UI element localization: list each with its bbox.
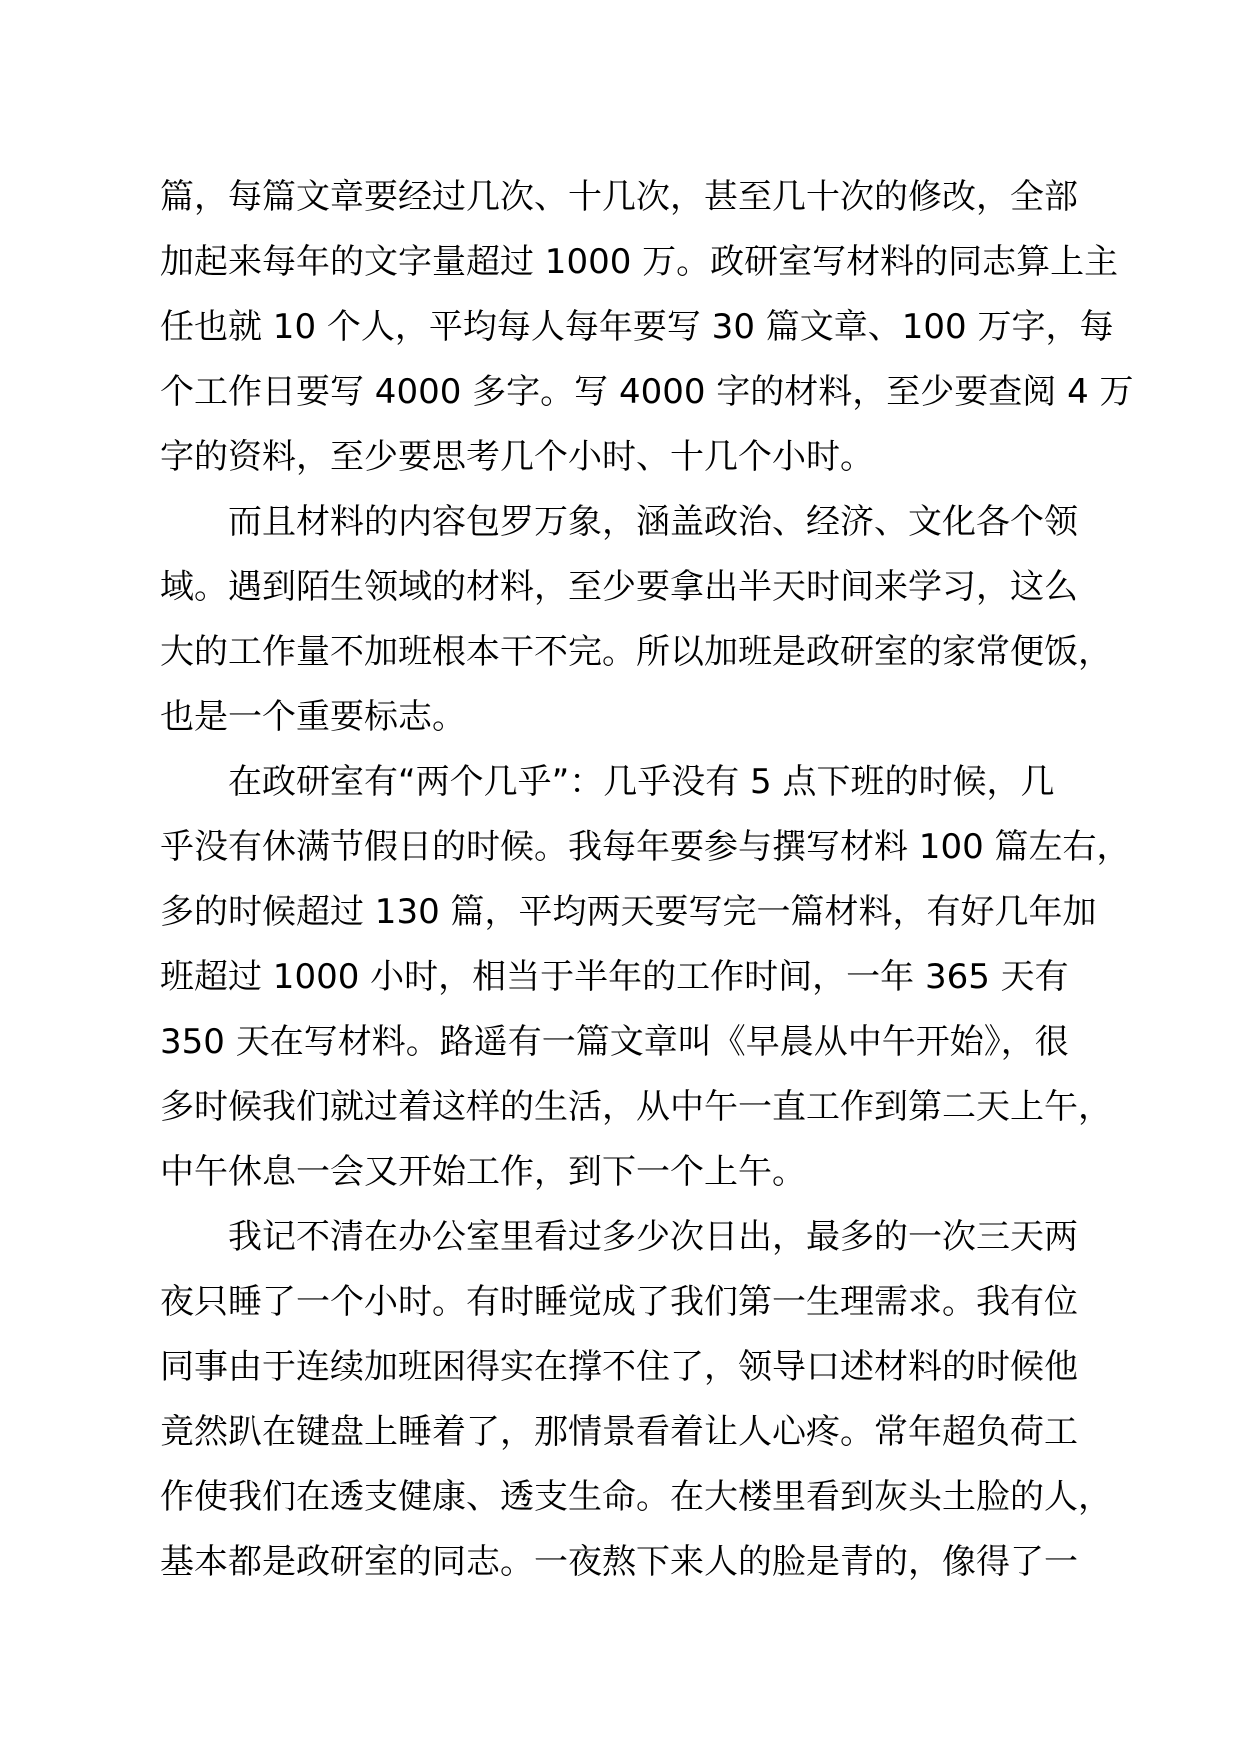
text-line: 个工作日要写 4000 多字。写 4000 字的材料，至少要查阅 4 万 bbox=[160, 372, 1134, 412]
text-line: 中午休息一会又开始工作，到下一个上午。 bbox=[160, 1152, 806, 1192]
text-line: 基本都是政研室的同志。一夜熬下来人的脸是青的，像得了一 bbox=[160, 1542, 1078, 1582]
text-line: 作使我们在透支健康、透支生命。在大楼里看到灰头土脸的人， bbox=[160, 1477, 1112, 1517]
text-line: 也是一个重要标志。 bbox=[160, 697, 466, 737]
text-line: 域。遇到陌生领域的材料，至少要拿出半天时间来学习，这么 bbox=[160, 567, 1078, 607]
text-line: 班超过 1000 小时，相当于半年的工作时间，一年 365 天有 bbox=[160, 957, 1069, 997]
text-line: 乎没有休满节假日的时候。我每年要参与撰写材料 100 篇左右， bbox=[160, 827, 1131, 867]
text-line: 350 天在写材料。路遥有一篇文章叫《早晨从中午开始》，很 bbox=[160, 1022, 1069, 1062]
text-line: 加起来每年的文字量超过 1000 万。政研室写材料的同志算上主 bbox=[160, 242, 1119, 282]
text-line: 任也就 10 个人，平均每人每年要写 30 篇文章、100 万字，每 bbox=[160, 307, 1114, 347]
body-text bbox=[160, 165, 1134, 1595]
text-line: 多的时候超过 130 篇，平均两天要写完一篇材料，有好几年加 bbox=[160, 892, 1097, 932]
text-line: 多时候我们就过着这样的生活，从中午一直工作到第二天上午， bbox=[160, 1087, 1112, 1127]
text-line: 大的工作量不加班根本干不完。所以加班是政研室的家常便饭， bbox=[160, 632, 1112, 672]
text-line: 竟然趴在键盘上睡着了，那情景看着让人心疼。常年超负荷工 bbox=[160, 1412, 1078, 1452]
text-line: 篇，每篇文章要经过几次、十几次，甚至几十次的修改，全部 bbox=[160, 177, 1078, 217]
text-line: 同事由于连续加班困得实在撑不住了，领导口述材料的时候他 bbox=[160, 1347, 1078, 1387]
text-line: 夜只睡了一个小时。有时睡觉成了我们第一生理需求。我有位 bbox=[160, 1282, 1078, 1322]
paragraph-first-line: 而且材料的内容包罗万象，涵盖政治、经济、文化各个领 bbox=[228, 502, 1078, 542]
text-line: 字的资料，至少要思考几个小时、十几个小时。 bbox=[160, 437, 874, 477]
paragraph-first-line: 在政研室有“两个几乎”：几乎没有 5 点下班的时候，几 bbox=[228, 762, 1055, 802]
paragraph-first-line: 我记不清在办公室里看过多少次日出，最多的一次三天两 bbox=[228, 1217, 1078, 1257]
